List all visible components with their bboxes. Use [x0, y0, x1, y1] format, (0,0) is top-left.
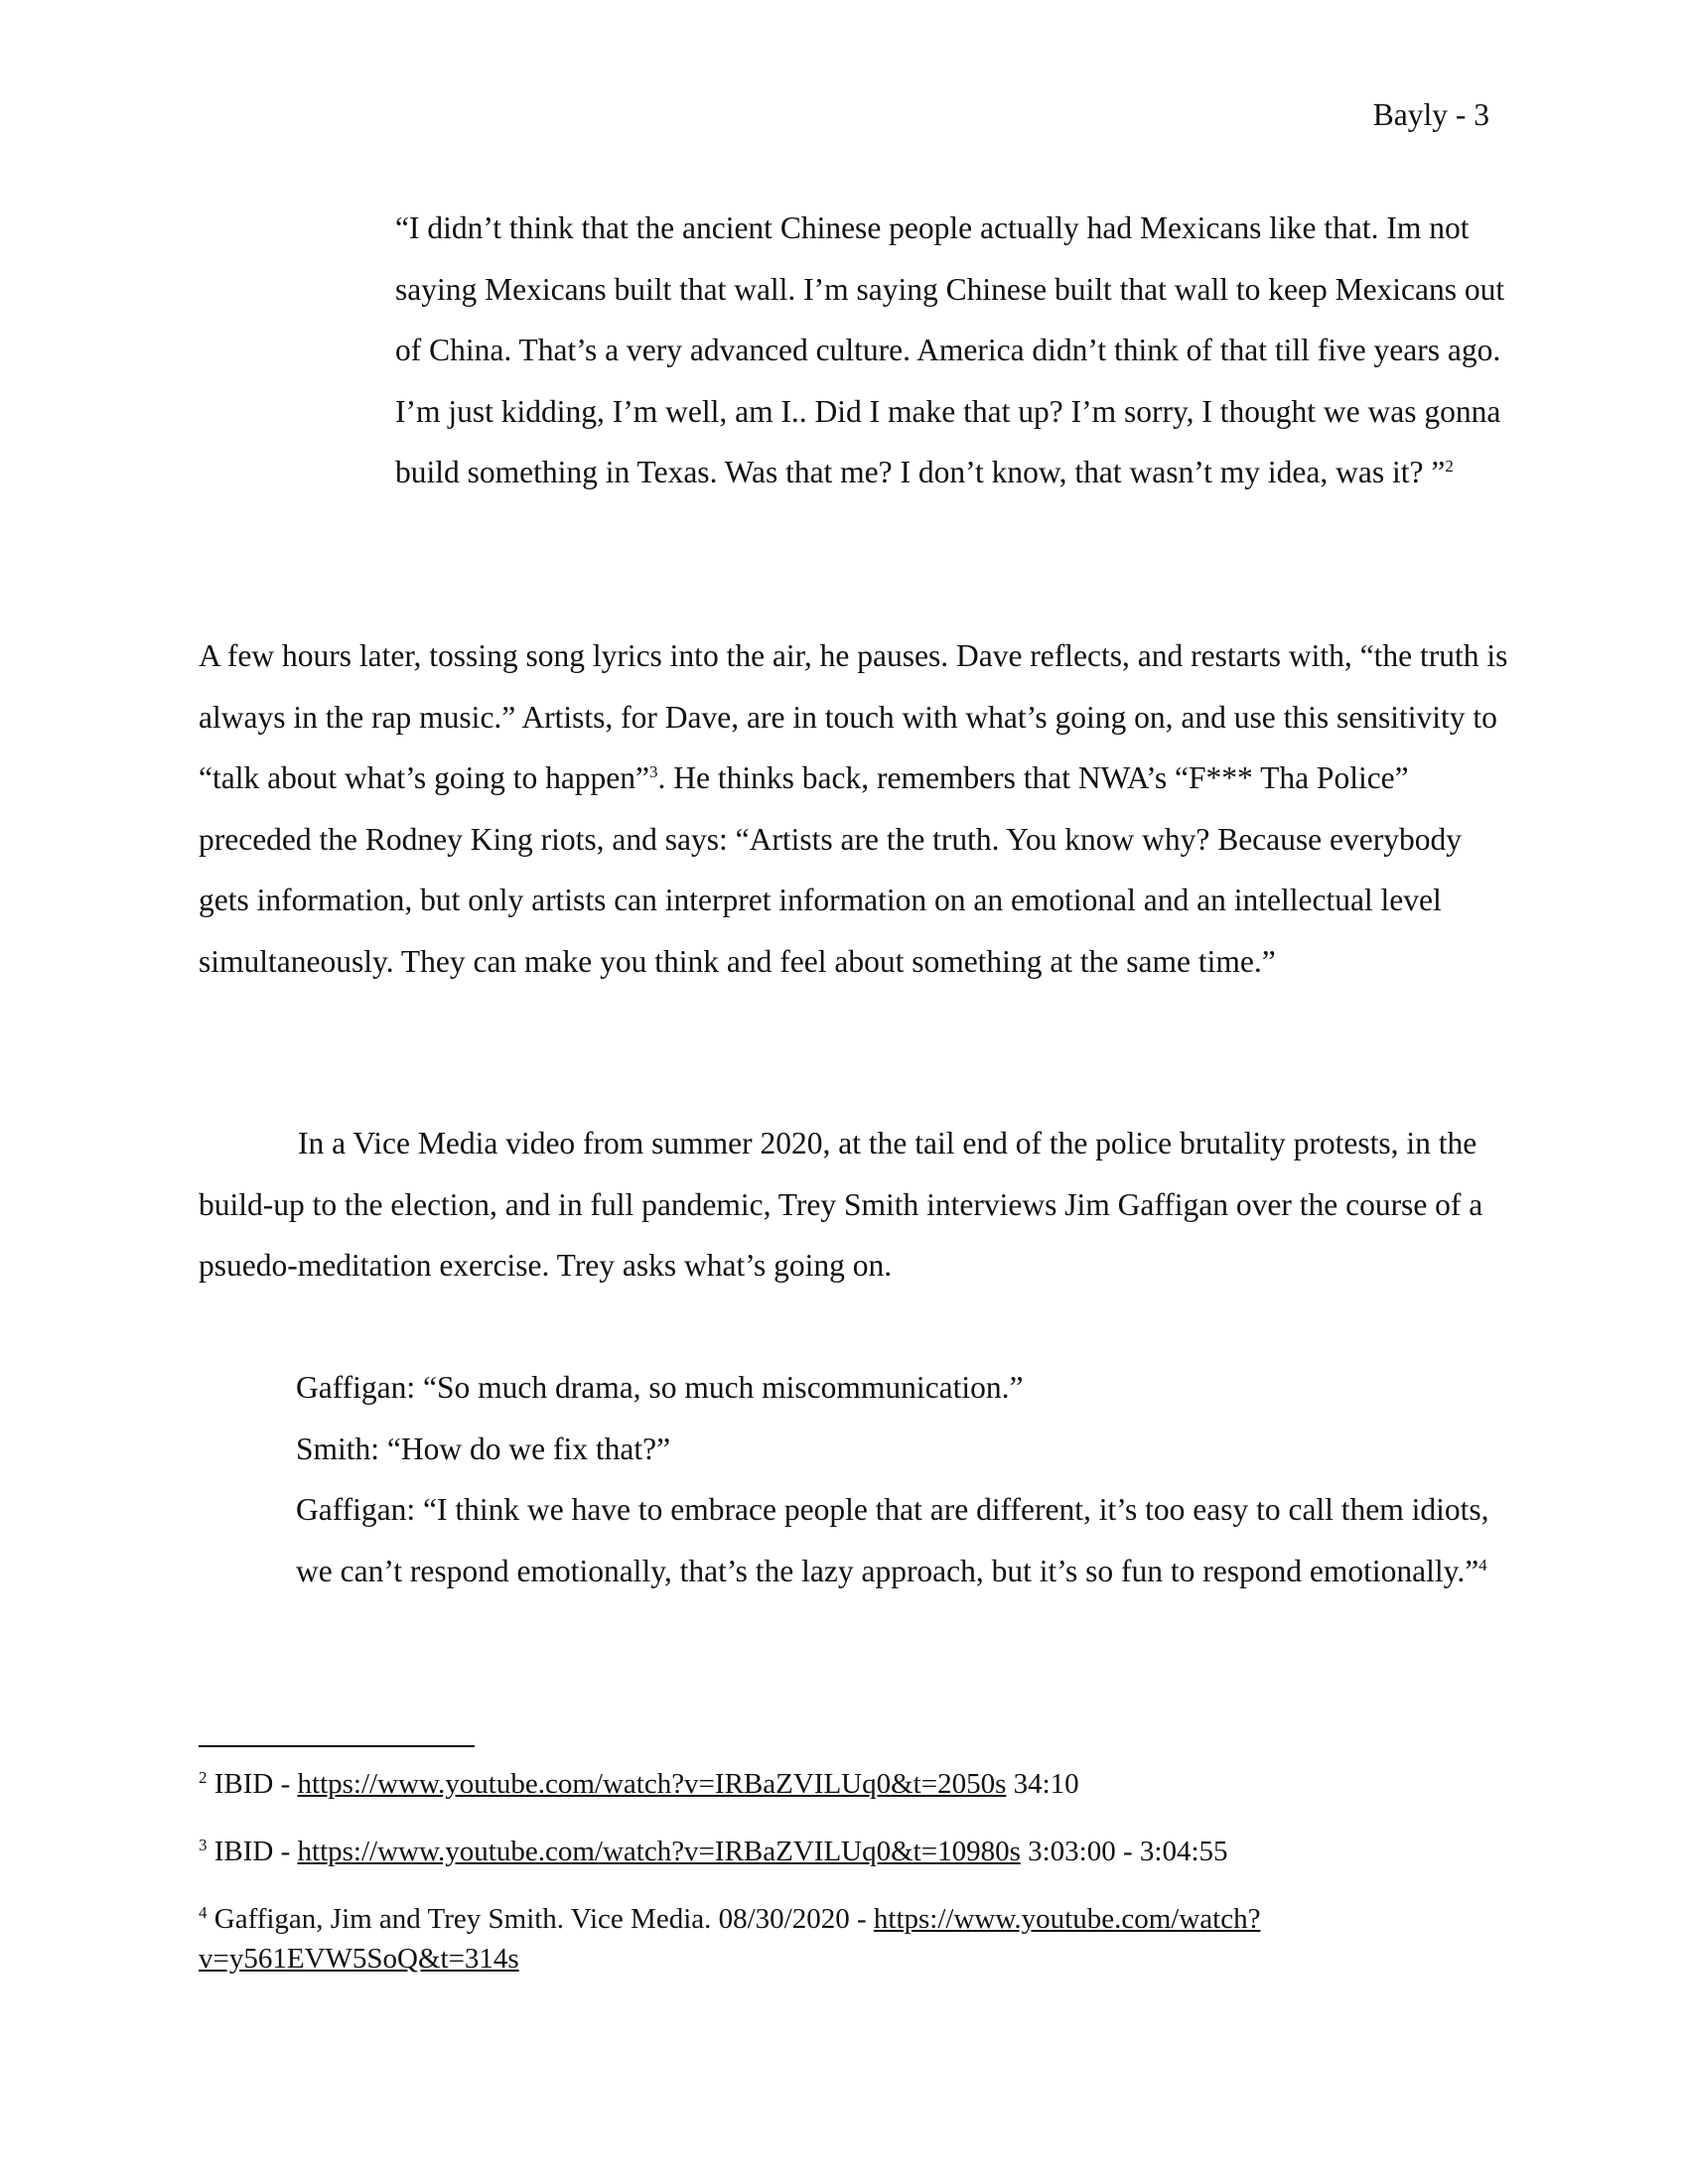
paragraph-1 [199, 625, 1509, 993]
footnote-number: 2 [199, 1768, 208, 1787]
page-header: Bayly - 3 [1372, 97, 1489, 132]
footnote-suffix: 3:03:00 - 3:04:55 [1020, 1836, 1228, 1867]
footnote-2 [199, 1764, 1499, 1804]
footnotes [199, 1764, 1499, 2006]
footnote-ref-4[interactable]: 4 [1478, 1555, 1487, 1574]
footnote-3 [199, 1832, 1499, 1871]
footnote-number: 3 [199, 1836, 208, 1854]
footnote-prefix: Gaffigan, Jim and Trey Smith. Vice Media. 08/30/2020 - [213, 1903, 874, 1935]
footnote-prefix: IBID - [213, 1768, 298, 1800]
footnote-link[interactable]: https://www.youtube.com/watch?v=y561EVW5SoQ&t=314s [199, 1903, 1261, 1975]
dialogue-line-3 [296, 1479, 1507, 1601]
dialogue-line-2: Smith: “How do we fix that?” [296, 1431, 671, 1466]
dialogue-line-3-text: Gaffigan: “I think we have to embrace people that are different, it’s too easy to call them idiots, we can’t respond emotionally, that’s the lazy approach, but it’s so fun to respond emotionally.” [296, 1492, 1489, 1588]
quote-text: “I didn’t think that the ancient Chinese people actually had Mexicans like that. Im not saying Mexicans built that wall. I’m saying Chinese built that wall to keep Mexicans out of China. That’s a very advanced culture. America didn’t think of that till five years ago. I’m just kidding, I’m well, am I.. Did I make that up? I’m sorry, I thought we was gonna build something in Texas. Was that me? I don’t know, that wasn’t my idea, was it? ” [395, 210, 1505, 490]
block-quote [395, 198, 1507, 503]
footnote-link[interactable]: https://www.youtube.com/watch?v=IRBaZVILUq0&t=2050s [297, 1768, 1007, 1800]
footnote-number: 4 [199, 1903, 208, 1922]
dialogue-line-1: Gaffigan: “So much drama, so much miscommunication.” [296, 1370, 1024, 1405]
paragraph-2-text: In a Vice Media video from summer 2020, at the tail end of the police brutality protests, in the build-up to the election, and in full pandemic, Trey Smith interviews Jim Gaffigan over the course of a psuedo-meditation exercise. Trey asks what’s going on. [199, 1126, 1483, 1284]
dialogue-quote [296, 1357, 1507, 1601]
footnote-prefix: IBID - [213, 1836, 298, 1867]
footnote-link[interactable]: https://www.youtube.com/watch?v=IRBaZVILUq0&t=10980s [297, 1836, 1021, 1867]
paragraph-1-text-b: . He thinks back, remembers that NWA’s “F*** Tha Police” preceded the Rodney King riots, and says: “Artists are the truth. You know why? Because everybody gets information, but only artists can interpret information on an emotional and an intellectual level simultaneously. They can make you think and feel about something at the same time.” [199, 760, 1462, 979]
paragraph-1-text-a: A few hours later, tossing song lyrics into the air, he pauses. Dave reflects, and restarts with, “the truth is always in the rap music.” Artists, for Dave, are in touch with what’s going on, and use this sensitivity to “talk about what’s going to happen” [199, 638, 1508, 796]
paragraph-2 [199, 1113, 1509, 1297]
footnote-suffix: 34:10 [1006, 1768, 1079, 1800]
footnote-4 [199, 1899, 1499, 1979]
footnote-separator [199, 1745, 475, 1747]
footnote-ref-3[interactable]: 3 [649, 762, 658, 782]
footnote-ref-2[interactable]: 2 [1445, 457, 1454, 477]
